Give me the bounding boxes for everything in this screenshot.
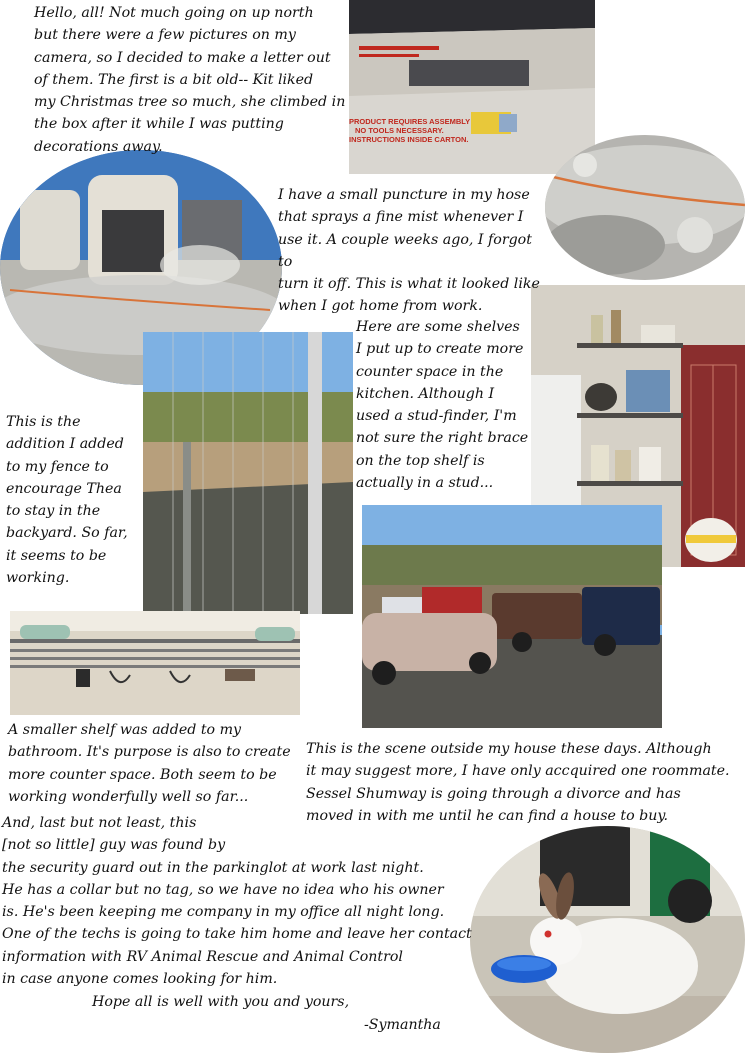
photo-fence	[143, 332, 353, 614]
closing-line: Hope all is well with you and yours,	[92, 994, 350, 1010]
shelves-paragraph: Here are some shelves I put up to create more counter space in the kitchen. Although I used a stud-finder, I'm not sure the right brace on the top shelf is actually in a stud...	[356, 319, 529, 492]
hose-paragraph: I have a small puncture in my hose that sprays a fine mist whenever I use it. A couple weeks ago, I forgot to turn it off. This is what it looked like when I got home from work.	[278, 187, 540, 315]
rabbit-paragraph: And, last but not least, this [not so little] guy was found by the security guard out in the parkinglot at work last night. He has a collar but no tag, so we have no idea who his owner is. He's been keeping me company in my office all night long. One of the techs is going to take him home and leave her contact information with RV Animal Rescue and Animal Control in case anyone comes looking for him.	[2, 815, 472, 988]
fence-paragraph: This is the addition I added to my fence to encourage Thea to stay in the backyard. So far, it seems to be working.	[6, 414, 128, 587]
photo-bathroom-shelf	[10, 611, 300, 715]
bathroom-paragraph: A smaller shelf was added to my bathroom. It's purpose is also to create more counter space. Both seem to be working wonderfully well so far...	[8, 722, 291, 805]
box-label-line1: PRODUCT REQUIRES ASSEMBLY	[349, 117, 471, 126]
photo-frozen-hose	[545, 135, 745, 280]
photo-rabbit	[470, 826, 745, 1053]
intro-paragraph: Hello, all! Not much going on up north but there were a few pictures on my camera, so I decided to make a letter out of them. The first is a bit old-- Kit liked my Christmas tree so much, she climbed in the box after it while I was putting decorations away.	[34, 5, 346, 155]
box-label-line2: NO TOOLS NECESSARY.	[355, 126, 444, 135]
signature: -Symantha	[364, 1017, 441, 1033]
photo-outside-scene	[362, 505, 662, 728]
photo-christmas-box	[349, 0, 595, 174]
box-label-line3: INSTRUCTIONS INSIDE CARTON.	[349, 135, 469, 144]
scene-paragraph: This is the scene outside my house these days. Although it may suggest more, I have only accquired one roommate. Sessel Shumway is going through a divorce and has moved in with me until he can find a house to buy.	[306, 741, 730, 824]
